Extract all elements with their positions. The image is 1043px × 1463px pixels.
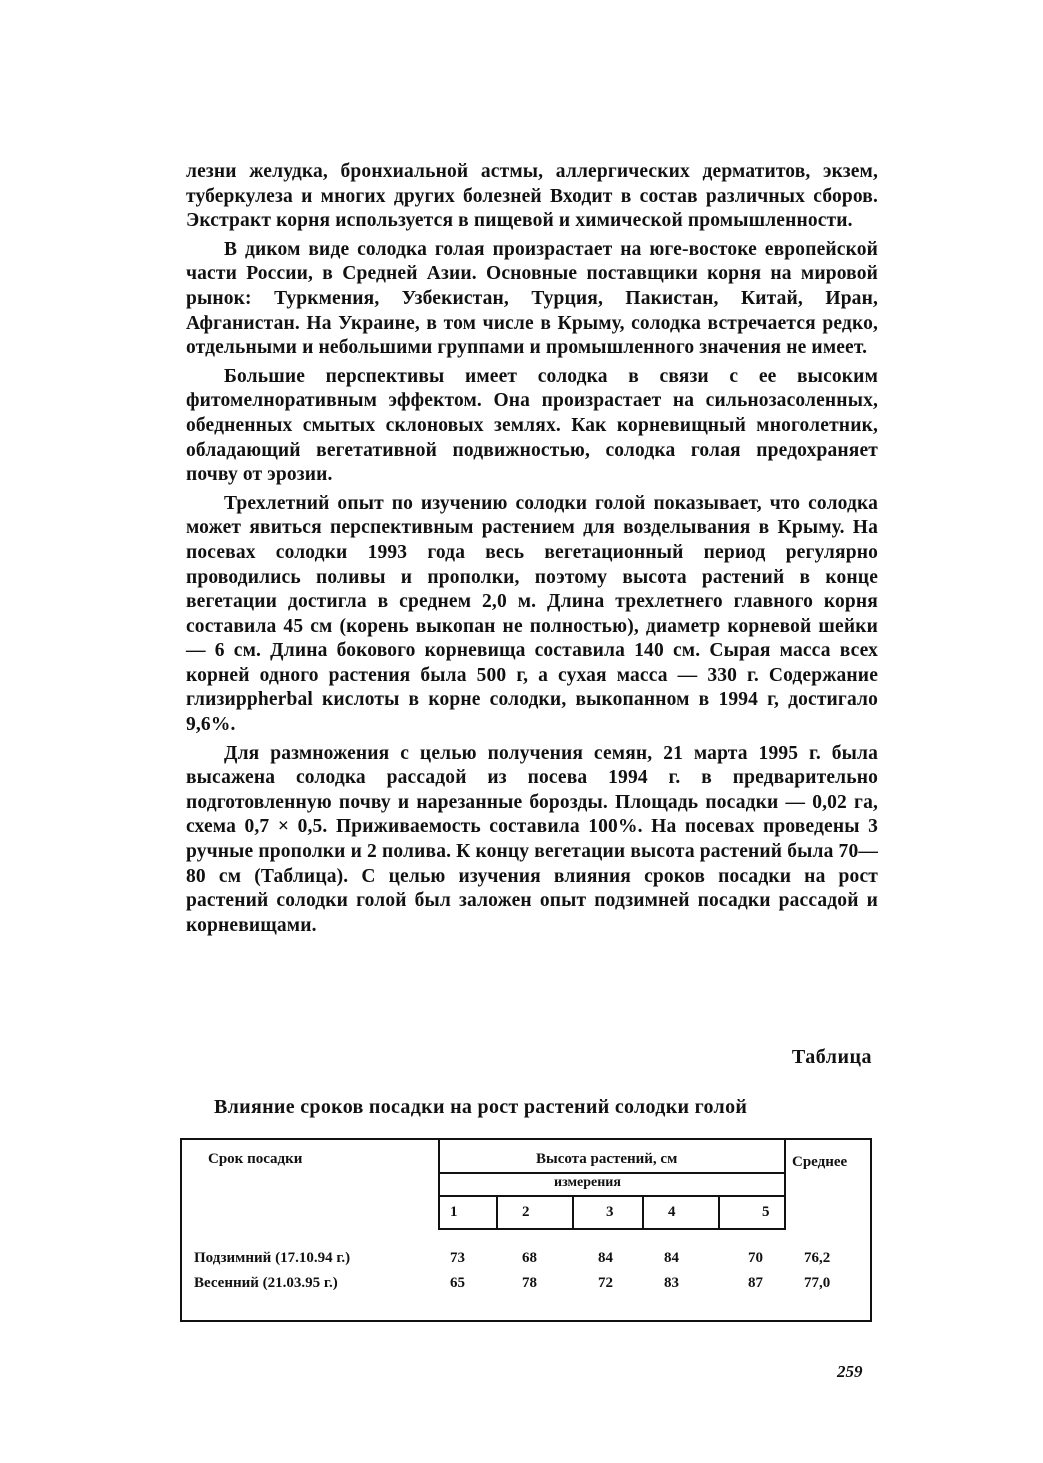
table-divider-average — [784, 1140, 786, 1230]
paragraph-experiment: Трехлетний опыт по изучению солодки голой показывает, что солодка может явиться перспективным растением для возделывания в Крыму. На посевах солодки 1993 года весь вегетационный период регулярно проводились поливы и прополки, поэтому высота растений в конце вегетации достигла в среднем 2,0 м. Длина трехлетнего главного корня составила 45 см (корень выкопан не полностью), диаметр корневой шейки — 6 см. Длина бокового корневища составила 140 см. Сырая масса всех корней одного растения была 500 г, а сухая масса — 330 г. Содержание глизиррherbal кислоты в корне солодки, выкопанном в 1994 г, достигало 9,6%. — [186, 492, 878, 736]
row-value: 78 — [522, 1275, 537, 1291]
data-table — [180, 1138, 872, 1322]
row-value: 87 — [748, 1275, 763, 1291]
header-measurements: измерения — [554, 1175, 621, 1190]
measurement-number: 3 — [606, 1204, 614, 1220]
row-average: 77,0 — [804, 1275, 831, 1291]
table-divider-term — [438, 1140, 440, 1230]
paragraph-propagation: Для размножения с целью получения семян, 21 марта 1995 г. была высажена солодка рассадой из посева 1994 г. в предварительно подготовленную почву и нарезанные борозды. Площадь посадки — 0,02 га, схема 0,7 × 0,5. Приживаемость составила 100%. На посевах проведены 3 ручные прополки и 2 полива. К концу вегетации высота растений была 70—80 см (Таблица). С целью изучения влияния сроков посадки на рост растений солодки голой был заложен опыт подзимней посадки рассадой и корневищами. — [186, 742, 878, 936]
row-value: 65 — [450, 1275, 465, 1291]
table-divider-col-5 — [718, 1197, 720, 1230]
header-height: Высота растений, см — [536, 1151, 678, 1167]
header-average: Среднее — [792, 1154, 848, 1170]
header-term: Срок посадки — [208, 1151, 303, 1167]
paragraph-prospects: Большие перспективы имеет солодка в связи с ее высоким фитомелноративным эффектом. Она произрастает на сильнозасоленных, обедненных смытых склоновых землях. Как корневищный многолетник, обладающий вегетативной подвижностью, солодка голая предохраняет почву от эрозии. — [186, 365, 878, 486]
measurement-number: 2 — [522, 1204, 530, 1220]
table-divider-height-header — [438, 1172, 786, 1174]
row-value: 84 — [598, 1250, 613, 1266]
row-term: Весенний (21.03.95 г.) — [194, 1275, 338, 1291]
row-value: 73 — [450, 1250, 465, 1266]
paragraph-continuation: лезни желудка, бронхиальной астмы, аллергических дерматитов, экзем, туберкулеза и многих других болезней Входит в состав различных сборов. Экстракт корня используется в пищевой и химической промышленности. — [186, 161, 878, 232]
table-divider-measurements — [438, 1195, 786, 1197]
measurement-number: 1 — [450, 1204, 458, 1220]
row-value: 68 — [522, 1250, 537, 1266]
table-divider-numbers — [438, 1228, 786, 1230]
table-label: Таблица — [791, 1046, 872, 1068]
row-value: 83 — [664, 1275, 679, 1291]
body-text — [186, 160, 878, 942]
row-value: 72 — [598, 1275, 613, 1291]
table-divider-col-3 — [572, 1197, 574, 1230]
table-divider-col-2 — [496, 1197, 498, 1230]
row-average: 76,2 — [804, 1250, 831, 1266]
measurement-number: 4 — [668, 1204, 676, 1220]
measurement-number: 5 — [762, 1204, 770, 1220]
table-divider-col-4 — [642, 1197, 644, 1230]
paragraph-distribution: В диком виде солодка голая произрастает на юге-востоке европейской части России, в Средней Азии. Основные поставщики корня на мировой рынок: Туркмения, Узбекистан, Турция, Пакистан, Китай, Иран, Афганистан. На Украине, в том числе в Крыму, солодка встречается редко, отдельными и небольшими группами и промышленного значения не имеет. — [186, 238, 878, 359]
row-value: 70 — [748, 1250, 763, 1266]
row-term: Подзимний (17.10.94 г.) — [194, 1250, 351, 1266]
table-title: Влияние сроков посадки на рост растений солодки голой — [214, 1096, 748, 1118]
page-number: 259 — [837, 1362, 863, 1381]
row-value: 84 — [664, 1250, 679, 1266]
